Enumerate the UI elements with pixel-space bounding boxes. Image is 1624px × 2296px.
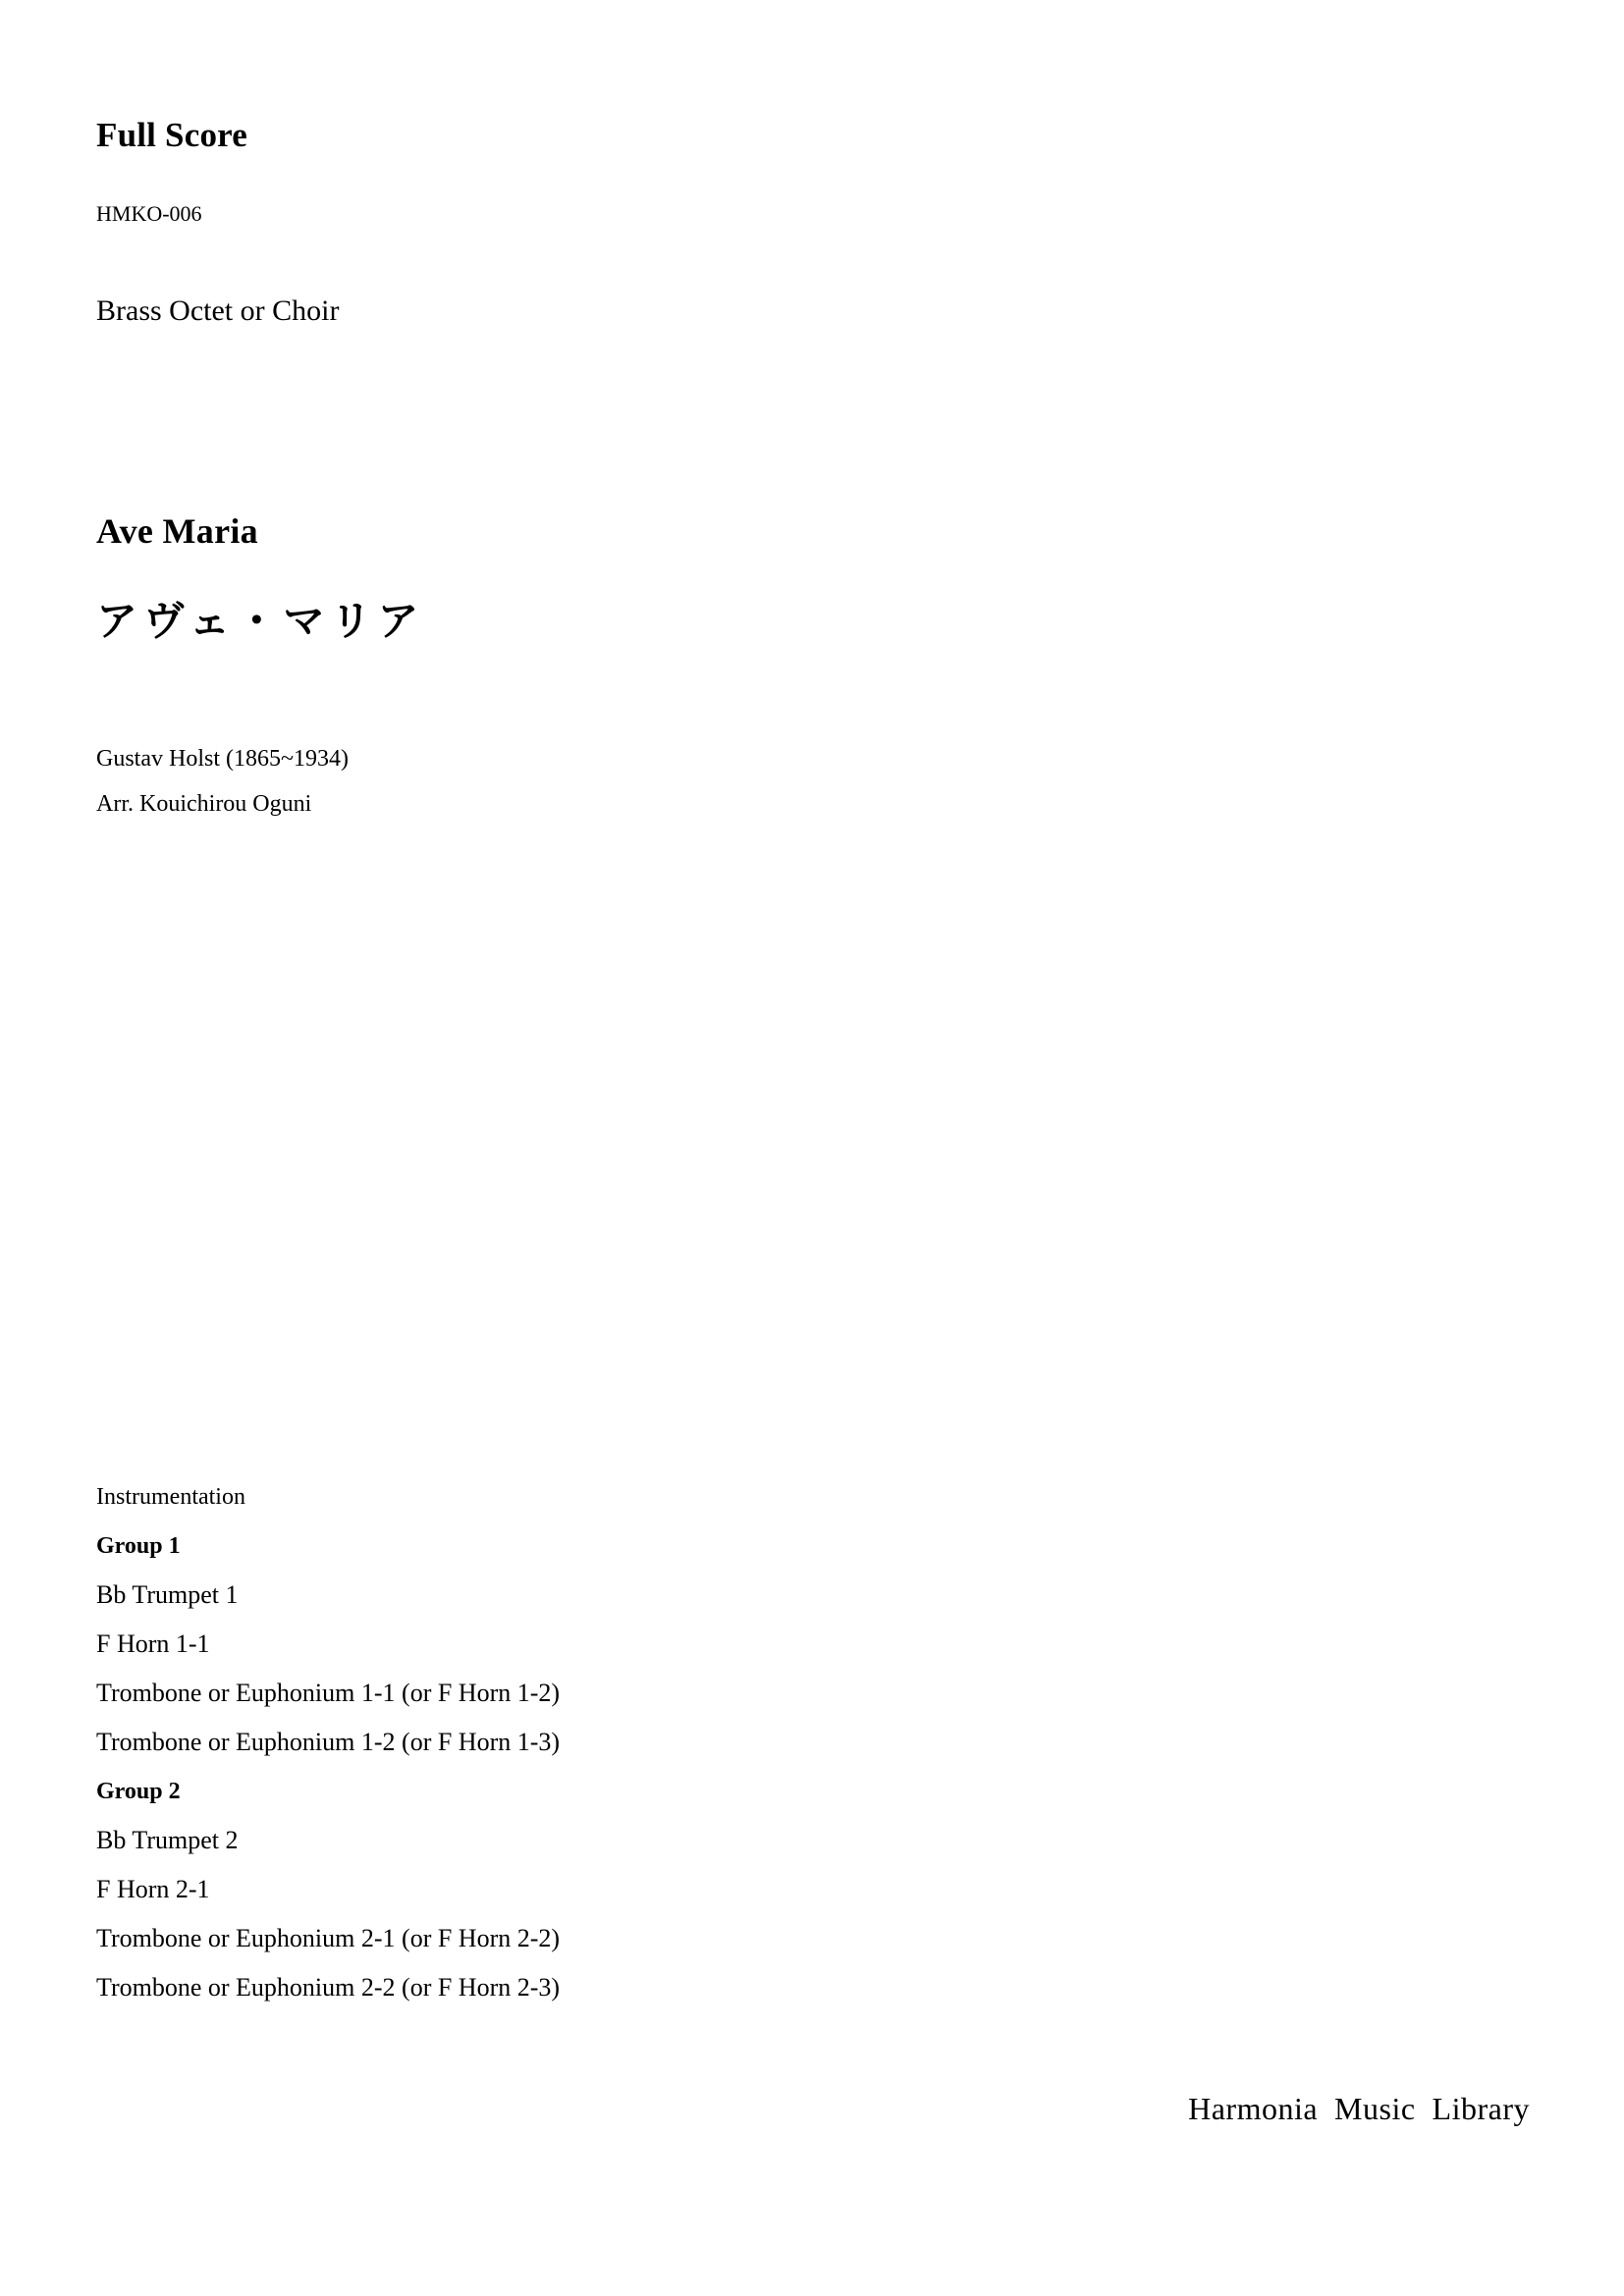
list-item: F Horn 1-1 bbox=[96, 1629, 210, 1658]
page-title-japanese: アヴェ・マリア bbox=[96, 597, 425, 645]
ensemble-label: Brass Octet or Choir bbox=[96, 294, 340, 327]
list-item: Trombone or Euphonium 2-1 (or F Horn 2-2) bbox=[96, 1924, 561, 1952]
score-type-heading: Full Score bbox=[96, 116, 247, 154]
list-item: Trombone or Euphonium 2-2 (or F Horn 2-3) bbox=[96, 1973, 561, 2002]
list-item: Bb Trumpet 1 bbox=[96, 1580, 239, 1609]
list-item: Bb Trumpet 2 bbox=[96, 1826, 239, 1854]
list-item: F Horn 2-1 bbox=[96, 1875, 210, 1903]
publisher-name: Harmonia Music Library bbox=[1188, 2091, 1530, 2126]
arranger-credit: Arr. Kouichirou Oguni bbox=[96, 791, 312, 817]
instrumentation-block bbox=[96, 1472, 980, 2012]
catalog-number: HMKO-006 bbox=[96, 201, 202, 226]
instrumentation-heading: Instrumentation bbox=[96, 1484, 245, 1510]
list-item: Trombone or Euphonium 1-2 (or F Horn 1-3) bbox=[96, 1728, 561, 1756]
list-item: Trombone or Euphonium 1-1 (or F Horn 1-2) bbox=[96, 1679, 561, 1707]
page-title: Ave Maria bbox=[96, 511, 258, 551]
group-2-heading: Group 2 bbox=[96, 1779, 181, 1804]
group-1-heading: Group 1 bbox=[96, 1533, 181, 1559]
composer-credit: Gustav Holst (1865~1934) bbox=[96, 746, 349, 772]
